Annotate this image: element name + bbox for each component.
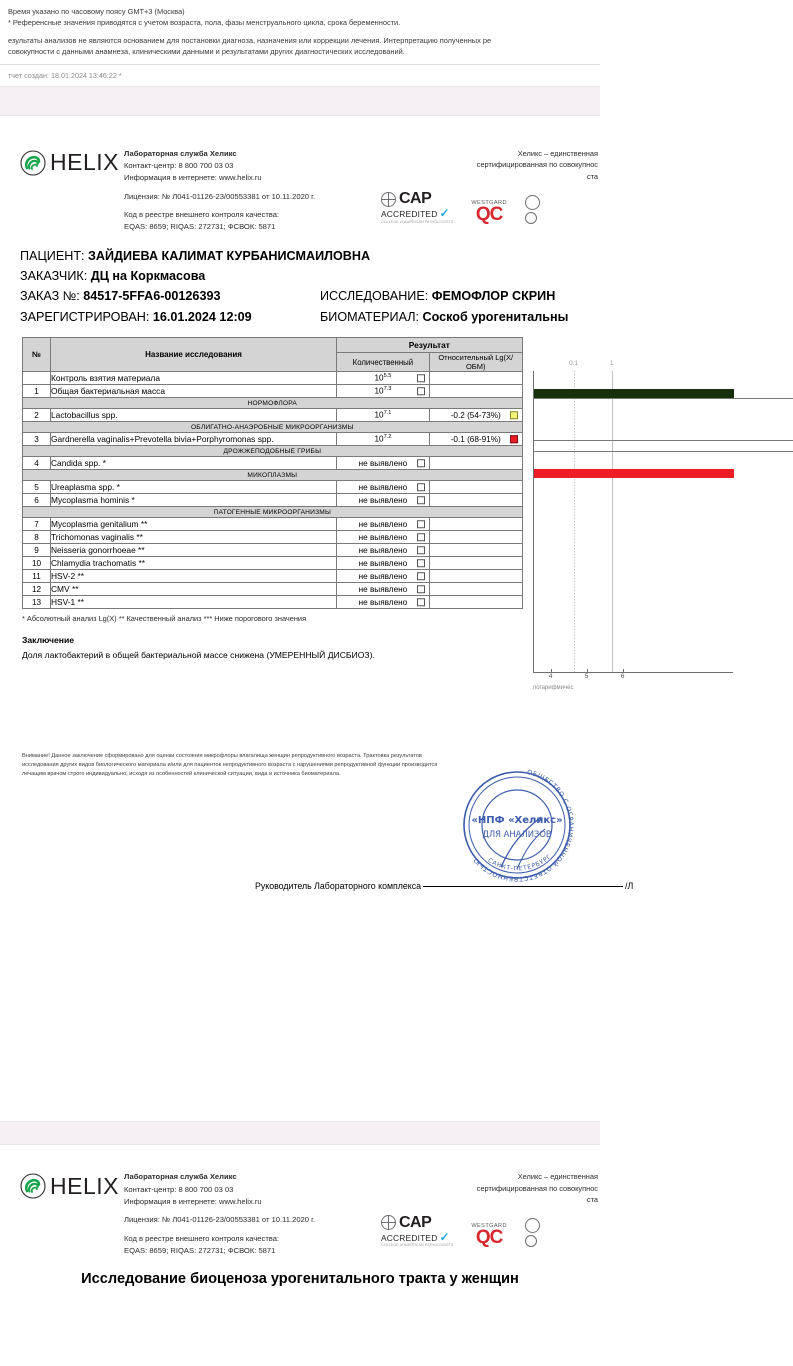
table-row xyxy=(23,583,523,596)
status-chip-empty xyxy=(417,572,425,580)
row-number: 5 xyxy=(23,481,51,494)
lab-name: Лабораторная служба Хеликс xyxy=(124,148,237,158)
row-quantitative-value: не выявлено xyxy=(337,557,430,570)
order-label: ЗАКАЗ №: xyxy=(20,289,80,304)
customer-label: ЗАКАЗЧИК: xyxy=(20,269,88,284)
row-quantitative-value: $10^{7.3}$ xyxy=(337,385,430,398)
certification-block xyxy=(365,148,600,224)
table-row xyxy=(23,433,523,446)
row-relative-value xyxy=(429,457,522,470)
gridline-label-0.1: 0.1 xyxy=(569,360,579,368)
table-row xyxy=(23,544,523,557)
row-test-name: Lactobacillus spp. xyxy=(51,409,337,422)
signature-label: Руководитель Лабораторного комплекса xyxy=(255,881,422,892)
row-number: 4 xyxy=(23,457,51,470)
row-test-name: Neisseria gonorrhoeae ** xyxy=(51,544,337,557)
table-row xyxy=(23,570,523,583)
status-chip-empty xyxy=(417,496,425,504)
helix-spiral-icon-footer xyxy=(20,1173,46,1199)
row-relative-value: -0.1 (68-91%) xyxy=(429,433,522,446)
order-study-row xyxy=(20,286,600,306)
row-number: 1 xyxy=(23,385,51,398)
study-name: ФЕМОФЛОР СКРИН xyxy=(431,289,556,304)
svg-text:«НПФ «Хеликс»: «НПФ «Хеликс» xyxy=(471,815,563,827)
row-test-name: HSV-2 ** xyxy=(51,570,337,583)
row-relative-value xyxy=(429,583,522,596)
row-quantitative-value: не выявлено xyxy=(337,531,430,544)
results-table xyxy=(22,337,523,609)
biomaterial-value: Соскоб урогенитальны xyxy=(422,309,569,324)
row-relative-value xyxy=(429,481,522,494)
chart-bar-total-biomass xyxy=(534,389,734,398)
svg-text:САНКТ-ПЕТЕРБУРГ: САНКТ-ПЕТЕРБУРГ xyxy=(486,853,554,873)
table-section-row xyxy=(23,470,523,481)
order-number: 84517-5FFA6-00126393 xyxy=(83,289,221,304)
warning-line-1: Внимание! Данное заключение сформировано для оценки состояния микрофлоры влагалища женщин репродуктивного возраста. Трактовка результатов xyxy=(22,753,422,760)
cap-globe-icon xyxy=(381,192,396,207)
cert-line-2-footer: сертифицированная по совокупнос xyxy=(476,1183,598,1193)
row-number: 12 xyxy=(23,583,51,596)
gridline-0.1 xyxy=(574,371,575,672)
col-header-quantitative: Количественный xyxy=(337,353,430,372)
quality-registry-codes-footer: EQAS: 8659; RIQAS: 272731; ФСВОК: 5871 xyxy=(124,1245,276,1255)
status-chip-empty xyxy=(417,598,425,606)
iso-ring-icon-footer xyxy=(525,1218,540,1233)
lab-website: Информация в интернете: www.helix.ru xyxy=(124,173,262,183)
row-number: 8 xyxy=(23,531,51,544)
xtick-4: 4 xyxy=(548,673,553,681)
quality-registry-label-footer: Код в реестре внешнего контроля качества: xyxy=(124,1233,280,1243)
helix-logo xyxy=(20,144,124,176)
iso-ring-icon xyxy=(525,195,540,210)
row-relative-value xyxy=(429,531,522,544)
report-created-stamp: тчет создан: 18.01.2024 13:46:22 * xyxy=(8,70,122,80)
svg-text:ОБЩЕСТВО С ОГРАНИЧЕННОЙ ОТВЕТС: ОБЩЕСТВО С ОГРАНИЧЕННОЙ ОТВЕТСТВЕННОСТЬЮ xyxy=(471,768,575,884)
row-quantitative-value: не выявлено xyxy=(337,518,430,531)
status-chip-yellow xyxy=(510,411,518,419)
row-test-name: Mycoplasma genitalium ** xyxy=(51,518,337,531)
chart-rowrule-3 xyxy=(534,451,793,452)
iso-ring-icon-2 xyxy=(525,212,537,224)
official-stamp xyxy=(455,763,579,887)
lab-contact-center-footer: Контакт-центр: 8 800 700 03 03 xyxy=(124,1184,234,1194)
cap-accredited-label-footer: ACCREDITED xyxy=(381,1232,438,1243)
cert-line-1-footer: Хеликс – единственная xyxy=(517,1172,598,1182)
col-header-relative: Относительный Lg(X/ОБМ) xyxy=(429,353,522,372)
patient-info-block xyxy=(0,234,600,328)
row-quantitative-value: не выявлено xyxy=(337,570,430,583)
table-section-row xyxy=(23,507,523,518)
table-row xyxy=(23,557,523,570)
checkmark-icon-footer: ✓ xyxy=(439,1229,450,1244)
row-relative-value xyxy=(429,385,522,398)
results-table-head xyxy=(23,338,523,372)
customer-name: ДЦ на Коркмасова xyxy=(90,269,206,284)
chart-rowrule-1 xyxy=(534,398,793,399)
cap-sublabel-footer: COLLEGE of AMERICAN PATHOLOGISTS xyxy=(381,1243,454,1248)
table-row xyxy=(23,457,523,470)
customer-row xyxy=(20,266,600,286)
footer-header xyxy=(0,1167,600,1257)
table-row xyxy=(23,481,523,494)
xtick-mark-4 xyxy=(551,669,552,672)
qc-label-footer: QC xyxy=(475,1227,503,1249)
page-break-band xyxy=(0,86,600,116)
gridline-label-1: 1 xyxy=(609,360,614,368)
row-test-name: Trichomonas vaginalis ** xyxy=(51,531,337,544)
iso-ring-icon-2-footer xyxy=(525,1235,537,1247)
cap-accredited-badge-footer xyxy=(381,1215,453,1248)
row-quantitative-value: $10^{5.5}$ xyxy=(337,372,430,385)
row-number: 10 xyxy=(23,557,51,570)
biomaterial-label: БИОМАТЕРИАЛ: xyxy=(320,309,420,324)
table-row xyxy=(23,494,523,507)
table-row xyxy=(23,385,523,398)
cap-accredited-label: ACCREDITED xyxy=(381,209,438,220)
registered-biomaterial-row xyxy=(20,307,600,327)
row-number: 2 xyxy=(23,409,51,422)
chart-rowrule-2 xyxy=(534,440,793,441)
status-chip-empty xyxy=(417,483,425,491)
quality-registry-label: Код в реестре внешнего контроля качества: xyxy=(124,210,280,220)
row-test-name: HSV-1 ** xyxy=(51,596,337,609)
row-number: 6 xyxy=(23,494,51,507)
helix-logo-footer xyxy=(20,1167,124,1199)
row-relative-value xyxy=(429,494,522,507)
table-row xyxy=(23,531,523,544)
conclusion-title: Заключение xyxy=(22,635,75,646)
row-relative-value xyxy=(429,557,522,570)
row-number: 9 xyxy=(23,544,51,557)
row-test-name: Ureaplasma spp. * xyxy=(51,481,337,494)
row-relative-value xyxy=(429,570,522,583)
row-relative-value xyxy=(429,596,522,609)
report-main-title: Исследование биоценоза урогенитального тракта у женщин xyxy=(81,1271,519,1288)
row-number: 13 xyxy=(23,596,51,609)
row-relative-value xyxy=(429,372,522,385)
xtick-mark-5 xyxy=(587,669,588,672)
row-test-name: Candida spp. * xyxy=(51,457,337,470)
registered-datetime: 16.01.2024 12:09 xyxy=(152,309,252,324)
xtick-6: 6 xyxy=(620,673,625,681)
row-quantitative-value: не выявлено xyxy=(337,457,430,470)
westgard-label-footer: WESTGARD xyxy=(471,1223,507,1230)
status-chip-red xyxy=(510,435,518,443)
svg-text:ДЛЯ АНАЛИЗОВ: ДЛЯ АНАЛИЗОВ xyxy=(482,829,552,840)
row-test-name: Gardnerella vaginalis+Prevotella bivia+Porphyromonas spp. xyxy=(51,433,337,446)
status-chip-empty xyxy=(417,546,425,554)
xtick-mark-6 xyxy=(623,669,624,672)
row-test-name: Mycoplasma hominis * xyxy=(51,494,337,507)
patient-name: ЗАЙДИЕВА КАЛИМАТ КУРБАНИСМАИЛОВНА xyxy=(88,248,371,263)
table-row xyxy=(23,409,523,422)
iso-badge-footer xyxy=(525,1218,540,1247)
disclaimer-line-1: езультаты анализов не являются основанием для постановки диагноза, назначения или коррекции лечения. Интерпретацию полученных ре xyxy=(8,35,492,45)
patient-label: ПАЦИЕНТ: xyxy=(20,248,85,263)
row-number: 7 xyxy=(23,518,51,531)
gridline-1 xyxy=(612,371,613,672)
row-quantitative-value: не выявлено xyxy=(337,494,430,507)
chart-bar-gardnerella xyxy=(534,469,734,478)
cap-sublabel: COLLEGE of AMERICAN PATHOLOGISTS xyxy=(381,219,454,224)
col-header-number: № xyxy=(23,338,51,372)
lab-license: Лицензия: № Л041-01126-23/00553381 от 10.11.2020 г. xyxy=(124,191,316,201)
table-section-row xyxy=(23,446,523,457)
cert-line-3-footer: ста xyxy=(586,1195,598,1205)
row-number: 11 xyxy=(23,570,51,583)
quality-registry-codes: EQAS: 8659; RIQAS: 272731; ФСВОК: 5871 xyxy=(124,222,276,232)
helix-wordmark-footer: HELIX xyxy=(50,1172,119,1199)
registered-label: ЗАРЕГИСТРИРОВАН: xyxy=(20,309,150,324)
table-section-row xyxy=(23,422,523,433)
patient-row xyxy=(20,246,600,266)
cert-line-3: ста xyxy=(586,171,598,181)
qc-label: QC xyxy=(475,203,503,225)
cap-accredited-badge xyxy=(381,191,453,224)
row-quantitative-value: не выявлено xyxy=(337,481,430,494)
row-number: 3 xyxy=(23,433,51,446)
lab-contact-center: Контакт-центр: 8 800 700 03 03 xyxy=(124,161,234,171)
westgard-qc-badge xyxy=(471,200,507,224)
reference-note: * Референсные значения приводятся с учетом возраста, пола, фазы менструального цикла, срока беременности. xyxy=(8,18,401,28)
row-quantitative-value: не выявлено xyxy=(337,583,430,596)
lab-website-footer: Информация в интернете: www.helix.ru xyxy=(124,1196,262,1206)
row-quantitative-value: $10^{7.1}$ xyxy=(337,409,430,422)
cert-line-1: Хеликс – единственная xyxy=(517,148,598,158)
status-chip-empty xyxy=(417,520,425,528)
warning-line-2: исследования других видов биологического материала и/или для пациенток непродуктивного возраста с нарушениями репродуктивной функции производится xyxy=(22,762,438,769)
chart-axis-caption: логарифмичес xyxy=(532,685,574,692)
xtick-5: 5 xyxy=(584,673,589,681)
status-chip-empty xyxy=(417,559,425,567)
row-number xyxy=(23,372,51,385)
lab-license-footer: Лицензия: № Л041-01126-23/00553381 от 10.11.2020 г. xyxy=(124,1215,316,1225)
section-title: МИКОПЛАЗМЫ xyxy=(23,470,523,481)
status-chip-empty xyxy=(417,533,425,541)
cap-globe-icon-footer xyxy=(381,1215,396,1230)
report-header xyxy=(0,144,600,234)
checkmark-icon: ✓ xyxy=(439,206,450,221)
chart-plot-area xyxy=(533,360,733,673)
chart-x-axis xyxy=(533,673,733,685)
lab-name-footer: Лабораторная служба Хеликс xyxy=(124,1172,237,1182)
footer-page-break-band xyxy=(0,1121,600,1145)
row-quantitative-value: $10^{7.2}$ xyxy=(337,433,430,446)
status-chip-empty xyxy=(417,585,425,593)
table-row xyxy=(23,518,523,531)
section-title: ОБЛИГАТНО-АНАЭРОБНЫЕ МИКРООРГАНИЗМЫ xyxy=(23,422,523,433)
study-label: ИССЛЕДОВАНИЕ: xyxy=(320,289,429,304)
row-relative-value xyxy=(429,544,522,557)
table-row xyxy=(23,596,523,609)
row-relative-value: -0.2 (54-73%) xyxy=(429,409,522,422)
signature-trailing: /Л xyxy=(625,881,634,892)
row-test-name: CMV ** xyxy=(51,583,337,596)
row-test-name: Контроль взятия материала xyxy=(51,372,337,385)
certification-block-footer xyxy=(365,1171,600,1247)
table-legend: * Абсолютный анализ Lg(X) ** Качественный анализ *** Ниже порогового значения xyxy=(22,614,307,624)
cert-line-2: сертифицированная по совокупнос xyxy=(476,160,598,170)
warning-line-3: лечащим врачом строго индивидуально, исходя из особенностей клинической ситуации, вида и источника биоматериала. xyxy=(22,771,341,778)
status-chip-empty xyxy=(417,459,425,467)
table-section-row xyxy=(23,398,523,409)
row-relative-value xyxy=(429,518,522,531)
westgard-qc-badge-footer xyxy=(471,1223,507,1247)
section-title: НОРМОФЛОРА xyxy=(23,398,523,409)
status-chip-empty xyxy=(417,374,425,382)
helix-spiral-icon xyxy=(20,150,46,176)
conclusion-body: Доля лактобактерий в общей бактериальной массе снижена (УМЕРЕННЫЙ ДИСБИОЗ). xyxy=(22,650,375,661)
col-header-name: Название исследования xyxy=(51,338,337,372)
timezone-note: Время указано по часовому поясу GMT+3 (Москва) xyxy=(8,7,185,16)
top-notes-block xyxy=(0,0,600,58)
row-quantitative-value: не выявлено xyxy=(337,596,430,609)
col-header-result-group: Результат xyxy=(337,338,523,353)
row-test-name: Общая бактериальная масса xyxy=(51,385,337,398)
disclaimer-line-2: совокупности с данными анамнеза, клиническими данными и результатами других диагностических исследований. xyxy=(8,47,405,57)
table-row xyxy=(23,372,523,385)
cap-label-footer: CAP xyxy=(399,1213,432,1231)
westgard-label: WESTGARD xyxy=(471,199,507,206)
chart-panel xyxy=(529,337,625,692)
status-chip-empty xyxy=(417,387,425,395)
row-quantitative-value: не выявлено xyxy=(337,544,430,557)
section-title: ДРОЖЖЕПОДОБНЫЕ ГРИБЫ xyxy=(23,446,523,457)
cap-label: CAP xyxy=(399,190,432,208)
iso-badge xyxy=(525,195,540,224)
helix-wordmark: HELIX xyxy=(50,149,119,176)
results-table-body xyxy=(23,372,523,609)
row-test-name: Chlamydia trachomatis ** xyxy=(51,557,337,570)
section-title: ПАТОГЕННЫЕ МИКРООРГАНИЗМЫ xyxy=(23,507,523,518)
